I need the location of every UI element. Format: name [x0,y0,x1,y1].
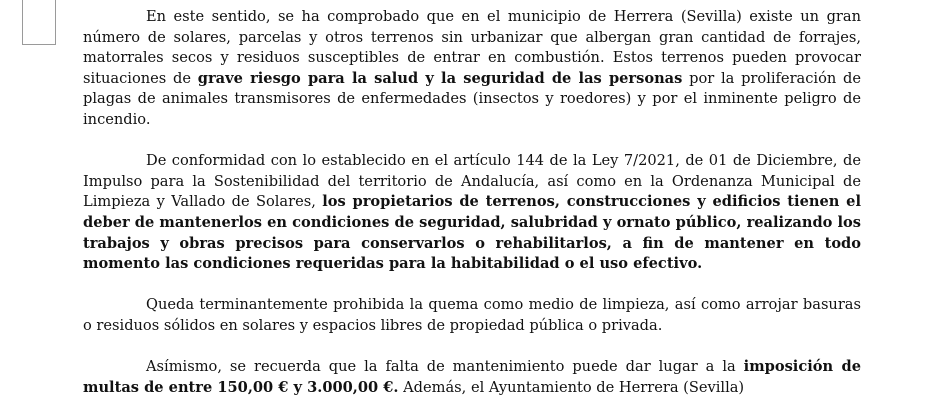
text-run: por la proliferación de plagas de animales transmisores de enfermedades (insectos y roedores) y por el inminente peligro de incendio. [83,69,862,128]
paragraph-fines [83,357,861,398]
text-run: De conformidad con lo establecido en el artículo 144 de la Ley 7/2021, de 01 de Diciembre, de Impulso para la Sostenibilidad del territorio de Andalucía, así como en la Ordenanza Municipal de Limpieza y Vallado de Solares, [83,152,861,211]
text-run-bold: los propietarios de terrenos, construcciones y edificios tienen el deber de mantenerlos en condiciones de seguridad, salubridad y ornato público, realizando los trabajos y obras precisos para conservarlos o rehabilitarlos, a fin de mantener en todo momento las condiciones requeridas para la habitabilidad o el uso efectivo. [83,193,861,273]
paragraph-burning-prohibition [83,295,861,336]
text-run: Asímismo, se recuerda que la falta de mantenimiento puede dar lugar a la [146,358,744,376]
paragraph-legal-basis [83,151,861,275]
municipal-logo [22,0,56,45]
paragraph-fire-risk [83,7,861,131]
text-run-bold: grave riesgo para la salud y la seguridad de las personas [197,69,683,87]
document-body [83,0,861,398]
text-run-bold: imposición de multas de entre 150,00 € y 3.000,00 €. [83,358,862,396]
text-run: Además, el Ayuntamiento de Herrera (Sevilla) [398,378,745,396]
text-run: Queda terminantemente prohibida la quema como medio de limpieza, así como arrojar basuras o residuos sólidos en solares y espacios libres de propiedad pública o privada. [83,296,861,334]
text-run: En este sentido, se ha comprobado que en el municipio de Herrera (Sevilla) existe un gran número de solares, parcelas y otros terrenos sin urbanizar que albergan gran cantidad de forrajes, matorrales secos y residuos susceptibles de entrar en combustión. Estos terrenos pueden provocar situaciones de [83,8,861,87]
